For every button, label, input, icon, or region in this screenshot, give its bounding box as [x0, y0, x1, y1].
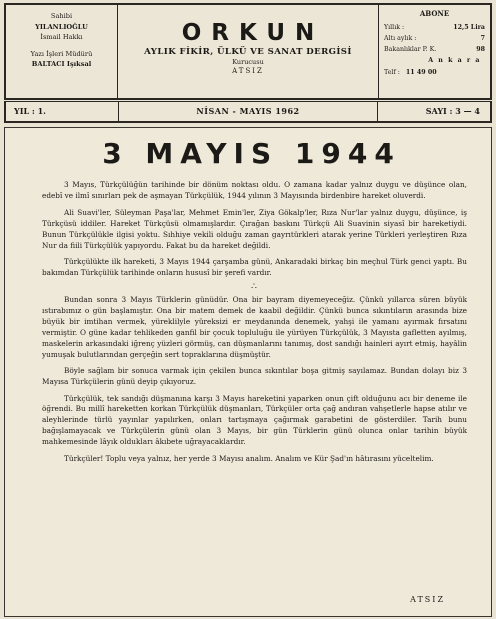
founder-name: ATSIZ [232, 67, 264, 75]
section-separator: ∴ [251, 282, 258, 293]
article [4, 127, 492, 617]
founder-label: Kurucusu [232, 58, 264, 66]
masthead [4, 3, 492, 100]
paragraph: Bundan sonra 3 Mayıs Türklerin günüdür. Ona bir bayram diyemeyeceğiz. Çünkü yıllarca süren büyük ıstırabımız o gün başlamıştır. Ona bir matem demek de kaabil değildir. Çünkü bunca sıkıntıların arasında bize büyük bir imtihan vermek, yüreklilyle yüreksizi er meydanında denemek, yahşi ile yamanı ayırmak fırsatını vermiştir. O güne kadar tehlikeden ganfil bir çocuk topluluğu ile yürüyen Türkçülük, 3 Mayısta gafletten ayılmış, maskelerin arkasındaki iğrenç yüzleri görmüş, can düşmanlarını tanımış, dost sandığı hainleri ayırt etmiş, hayâlin yumuşak bulutlarından gerçeğin sert topraklarına düşmüştür. [42, 295, 467, 359]
city: A n k a r a [428, 57, 481, 65]
volume-year: YIL : 1. [14, 106, 46, 116]
subscription-row: Yıllık : 12,5 Lira [384, 24, 485, 32]
title-block [118, 5, 378, 98]
paragraph: Böyle sağlam bir sonuca varmak için çekilen bunca sıkıntılar boşa gitmiş sayılamaz. Bundan dolayı biz 3 Mayısa Türkçülerin günü deyip çıkıyoruz. [42, 366, 467, 387]
paragraph: Türkçülükte ilk hareketi, 3 Mayıs 1944 çarşamba günü, Ankaradaki birkaç bin meçhul Türk genci yaptı. Bu bakımdan Türkçülük tarihinde onların hususî bir şerefi vardır. [42, 256, 467, 277]
subscription-row: Bakanlıklar P. K. 98 [384, 46, 485, 54]
article-headline: 3 MAYIS 1944 [102, 137, 401, 170]
publisher-info [6, 5, 118, 98]
paragraph: Türkçülük, tek sandığı düşmanına karşı 3 Mayıs hareketini yaparken onun çift olduğunu acı bir deneme ile öğrendi. Bu millî hareketten korkan Türkçülük düşmanları, Türkçüler orta çağ andıran vahşetlerle hapse atılır ve aleyhlerinde türlü yayınlar yapılırken, onları tartışmaya çağırmak garabetini de gösterdiler. Tarih bunu bağışlamayacak ve Türkçülerin günü olan 3 Mayıs, bir gün Türklerin günü olunca onlar tarihin büyük mahkemesinde lâyık oldukları âkıbete uğrayacaklardır. [42, 393, 467, 447]
phone-label: Telf : [384, 69, 400, 77]
article-body [5, 170, 491, 464]
editor-label: Yazı İşleri Müdürü [30, 49, 93, 58]
phone-number: 11 49 00 [405, 69, 437, 77]
journal-title: ORKUN [181, 20, 325, 46]
phone [384, 67, 485, 78]
author-signature: ATSIZ [410, 595, 445, 604]
subscription-info [378, 5, 490, 98]
editor-name: BALTACI Işıksal [31, 60, 92, 69]
owner-name: YILANLIOĞLU [35, 22, 88, 31]
issue-number: SAYI : 3 — 4 [425, 106, 480, 116]
paragraph: 3 Mayıs, Türkçülüğün tarihinde bir dönüm noktası oldu. O zamana kadar yalnız duygu ve düşünce olan, edebî ve ilmî sınırları pek de aşmayan Türkçülük, 1944 yılının 3 Mayısında birdenbire hareket oluverdi. [42, 180, 467, 200]
owner-label: Sahibi [50, 12, 73, 20]
issue-bar [4, 101, 492, 123]
owner-subname: İsmail Hakkı [40, 33, 83, 42]
issue-date: NİSAN - MAYIS 1962 [196, 106, 300, 116]
journal-subtitle: AYLIK FİKİR, ÜLKÜ VE SANAT DERGİSİ [144, 47, 352, 57]
paragraph: Türkçüler! Toplu veya yalnız, her yerde 3 Mayısı analım. Analım ve Kür Şad'ın hâtırasını yüceltelim. [64, 453, 434, 463]
subscription-heading: ABONE [419, 9, 450, 18]
subscription-row: Altı aylık : 7 [384, 35, 485, 43]
paragraph: Ali Suavi'ler, Süleyman Paşa'lar, Mehmet Emin'ler, Ziya Gökalp'ler, Rıza Nur'lar yalnız duygu, düşünce, iş Türkçüsü iddiler. Hareket Türkçüsü olmamışlardır. Çırağan baskını Türkçü Ali Suavinin siyasî bir hareketiydi. Bunun Türkçülükle ilgisi yoktu. Sıhhiye vekili olduğu zaman gayrıtürkleri atarak yerine Türkleri yerleştiren Rıza Nur da fiili Türkçülük yapıyordu. Fakat bu da hareket değildi. [42, 207, 467, 250]
